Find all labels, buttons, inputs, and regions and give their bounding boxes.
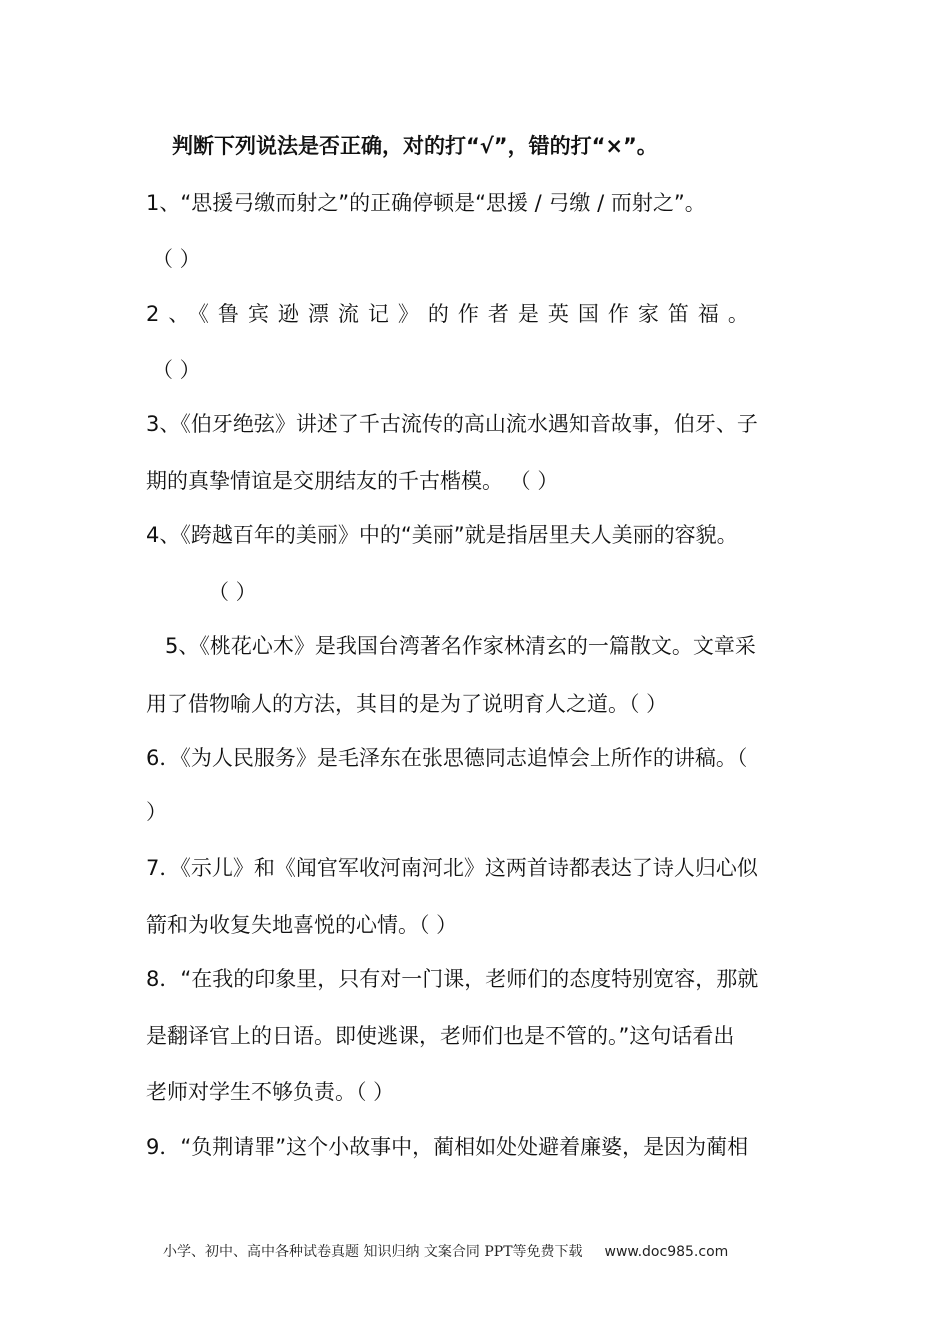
question-8-text-line-1: 8．“在我的印象里，只有对一门课，老师们的态度特别宽容，那就 bbox=[146, 967, 759, 991]
question-8-text-line-2: 是翻译官上的日语。即使逃课，老师们也是不管的。”这句话看出 bbox=[146, 1024, 735, 1048]
question-5-text-line-2: 用了借物喻人的方法，其目的是为了说明育人之道。（ ） bbox=[146, 692, 668, 716]
question-6-text-line-2: ） bbox=[146, 800, 167, 824]
question-6-text-line-1: 6．《为人民服务》是毛泽东在张思德同志追悼会上所作的讲稿。（ bbox=[146, 746, 748, 770]
footer-site-link[interactable]: www.doc985.com bbox=[604, 1244, 729, 1260]
question-9-text-line-1: 9．“负荆请罪”这个小故事中，蔺相如处处避着廉婆，是因为蔺相 bbox=[146, 1135, 749, 1159]
question-8-text-line-3: 老师对学生不够负责。（ ） bbox=[146, 1080, 395, 1104]
question-7-text-line-1: 7．《示儿》和《闻官军收河南河北》这两首诗都表达了诗人归心似 bbox=[146, 856, 758, 880]
footer-text: 小学、初中、高中各种试卷真题 知识归纳 文案合同 PPT等免费下载 bbox=[163, 1244, 583, 1260]
question-3-text-line-2: 期的真挚情谊是交朋结友的千古楷模。 （ ） bbox=[146, 469, 559, 493]
question-3-text-line-1: 3、《伯牙绝弦》讲述了千古流传的高山流水遇知音故事，伯牙、子 bbox=[146, 412, 758, 436]
question-1-answer-blank: （ ） bbox=[152, 247, 201, 271]
question-4-answer-blank: （ ） bbox=[208, 580, 257, 604]
page-footer bbox=[163, 1242, 728, 1262]
question-2-answer-blank: （ ） bbox=[152, 358, 201, 382]
question-2-text: 2、《鲁宾逊漂流记》的作者是英国作家笛福。 bbox=[146, 302, 758, 326]
question-7-text-line-2: 箭和为收复失地喜悦的心情。（ ） bbox=[146, 913, 458, 937]
question-4-text: 4、《跨越百年的美丽》中的“美丽”就是指居里夫人美丽的容貌。 bbox=[146, 523, 738, 547]
instruction-heading: 判断下列说法是否正确，对的打“√”，错的打“×”。 bbox=[172, 134, 658, 158]
question-5-text-line-1: 5、《桃花心木》是我国台湾著名作家林清玄的一篇散文。文章采 bbox=[165, 634, 756, 658]
question-1-text: 1、“思援弓缴而射之”的正确停顿是“思援 / 弓缴 / 而射之”。 bbox=[146, 191, 706, 215]
